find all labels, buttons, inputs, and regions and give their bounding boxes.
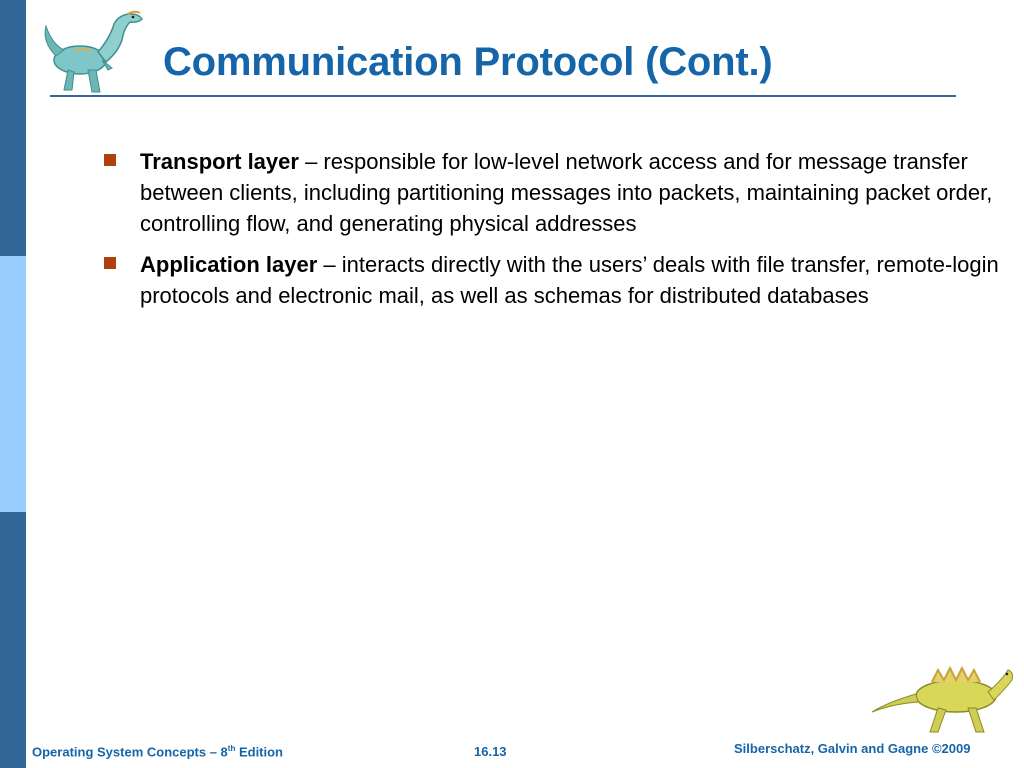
bullet-item-application-layer: [104, 249, 1004, 311]
footer-book-prefix: Operating System Concepts – 8: [32, 744, 228, 760]
sidebar-stripe-top: [0, 0, 26, 256]
bullet-term: Application layer: [140, 252, 318, 277]
footer-book-suffix: Edition: [235, 744, 284, 760]
bullet-list: [104, 146, 1004, 321]
bullet-text: – interacts directly with the users’ deals with file transfer, remote-login protocols and electronic mail, as well as schemas for distributed databases: [140, 252, 999, 308]
title-divider: [50, 95, 956, 97]
dinosaur-icon: [38, 8, 158, 96]
footer-book-title: [32, 744, 283, 759]
square-bullet-icon: [104, 154, 116, 166]
sidebar-stripe-bottom: [0, 512, 26, 768]
bullet-text: – responsible for low-level network access and for message transfer between clients, including partitioning messages into packets, maintaining packet order, controlling flow, and generating physical addresses: [140, 149, 993, 236]
footer-copyright: Silberschatz, Galvin and Gagne ©2009: [734, 741, 971, 756]
sidebar-stripe-middle: [0, 256, 26, 512]
dinosaur-icon: [868, 658, 1018, 738]
bullet-item-transport-layer: [104, 146, 1004, 239]
bullet-term: Transport layer: [140, 149, 299, 174]
footer-book-superscript: th: [227, 744, 236, 753]
square-bullet-icon: [104, 257, 116, 269]
slide-title: Communication Protocol (Cont.): [163, 40, 773, 84]
footer-page-number: 16.13: [474, 744, 507, 759]
